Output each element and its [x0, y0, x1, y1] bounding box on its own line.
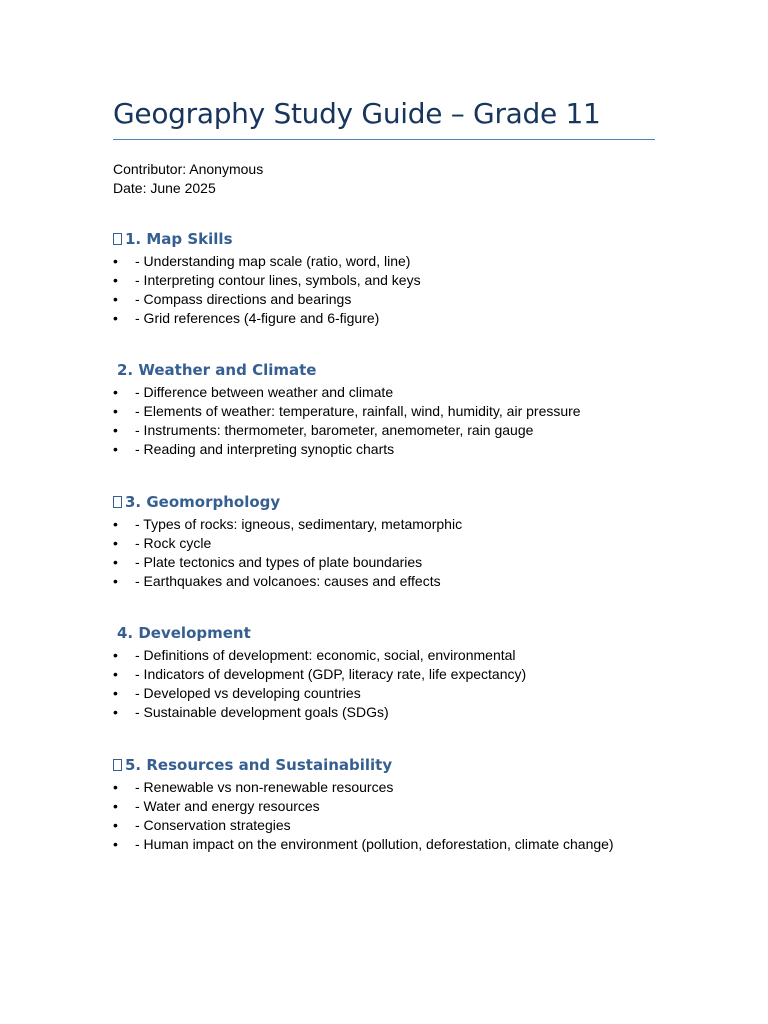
- bullet-icon: •: [113, 685, 118, 701]
- title-divider: [113, 139, 655, 140]
- list-item: • - Interpreting contour lines, symbols, and keys: [113, 272, 421, 288]
- list-item: • - Conservation strategies: [113, 817, 291, 833]
- section-heading-text: 1. Map Skills: [125, 230, 233, 248]
- section-heading: [113, 229, 673, 249]
- bullet-icon: •: [113, 836, 118, 852]
- list-item: • - Types of rocks: igneous, sedimentary, metamorphic: [113, 516, 463, 532]
- bullet-icon: •: [113, 422, 118, 438]
- bullet-icon: •: [113, 291, 118, 307]
- bullet-icon: •: [113, 403, 118, 419]
- list-item: • - Water and energy resources: [113, 798, 320, 814]
- bullet-icon: •: [113, 441, 118, 457]
- bullet-icon: •: [113, 554, 118, 570]
- contributor-text: Contributor: Anonymous: [113, 161, 264, 177]
- list-item: • - Definitions of development: economic, social, environmental: [113, 647, 516, 663]
- list-item: • - Plate tectonics and types of plate boundaries: [113, 554, 423, 570]
- bullet-icon: •: [113, 384, 118, 400]
- bullet-icon: •: [113, 516, 118, 532]
- section-resources-sustainability: [113, 755, 673, 854]
- list-item: • - Human impact on the environment (pollution, deforestation, climate change): [113, 836, 614, 852]
- list-item: • - Grid references (4-figure and 6-figure): [113, 310, 380, 326]
- section-heading-text: 5. Resources and Sustainability: [125, 756, 393, 774]
- section-heading: [113, 623, 673, 643]
- list-item: • - Sustainable development goals (SDGs): [113, 704, 389, 720]
- list-item: • - Understanding map scale (ratio, word, line): [113, 253, 411, 269]
- bullet-icon: •: [113, 704, 118, 720]
- section-heading-text: 4. Development: [117, 624, 251, 642]
- bullet-icon: •: [113, 573, 118, 589]
- list-item: • - Elements of weather: temperature, rainfall, wind, humidity, air pressure: [113, 403, 581, 419]
- missing-glyph-icon: [113, 233, 122, 245]
- date-text: Date: June 2025: [113, 180, 216, 196]
- bullet-list: [113, 646, 673, 722]
- missing-glyph-icon: [113, 759, 122, 771]
- bullet-icon: •: [113, 798, 118, 814]
- bullet-list: [113, 778, 673, 854]
- list-item: • - Difference between weather and climate: [113, 384, 394, 400]
- list-item: • - Renewable vs non-renewable resources: [113, 779, 394, 795]
- bullet-icon: •: [113, 310, 118, 326]
- section-heading: [113, 492, 673, 512]
- bullet-icon: •: [113, 779, 118, 795]
- section-heading-text: 3. Geomorphology: [125, 493, 281, 511]
- bullet-icon: •: [113, 666, 118, 682]
- list-item: • - Compass directions and bearings: [113, 291, 352, 307]
- bullet-icon: •: [113, 272, 118, 288]
- section-heading-text: 2. Weather and Climate: [117, 361, 317, 379]
- list-item: • - Earthquakes and volcanoes: causes and effects: [113, 573, 441, 589]
- section-development: [113, 623, 673, 722]
- list-item: • - Rock cycle: [113, 535, 212, 551]
- page-title: Geography Study Guide – Grade 11: [113, 97, 601, 130]
- list-item: • - Indicators of development (GDP, literacy rate, life expectancy): [113, 666, 527, 682]
- bullet-icon: •: [113, 253, 118, 269]
- bullet-icon: •: [113, 647, 118, 663]
- list-item: • - Instruments: thermometer, barometer, anemometer, rain gauge: [113, 422, 534, 438]
- bullet-list: [113, 515, 673, 591]
- document-meta: [113, 160, 655, 198]
- bullet-icon: •: [113, 535, 118, 551]
- section-heading: [113, 755, 673, 775]
- list-item: • - Reading and interpreting synoptic charts: [113, 441, 395, 457]
- missing-glyph-icon: [113, 496, 122, 508]
- section-geomorphology: [113, 492, 673, 591]
- list-item: • - Developed vs developing countries: [113, 685, 361, 701]
- section-weather-climate: [113, 360, 673, 459]
- bullet-icon: •: [113, 817, 118, 833]
- section-map-skills: [113, 229, 673, 328]
- section-heading: [113, 360, 673, 380]
- bullet-list: [113, 383, 673, 459]
- bullet-list: [113, 252, 673, 328]
- document-page: [113, 96, 655, 852]
